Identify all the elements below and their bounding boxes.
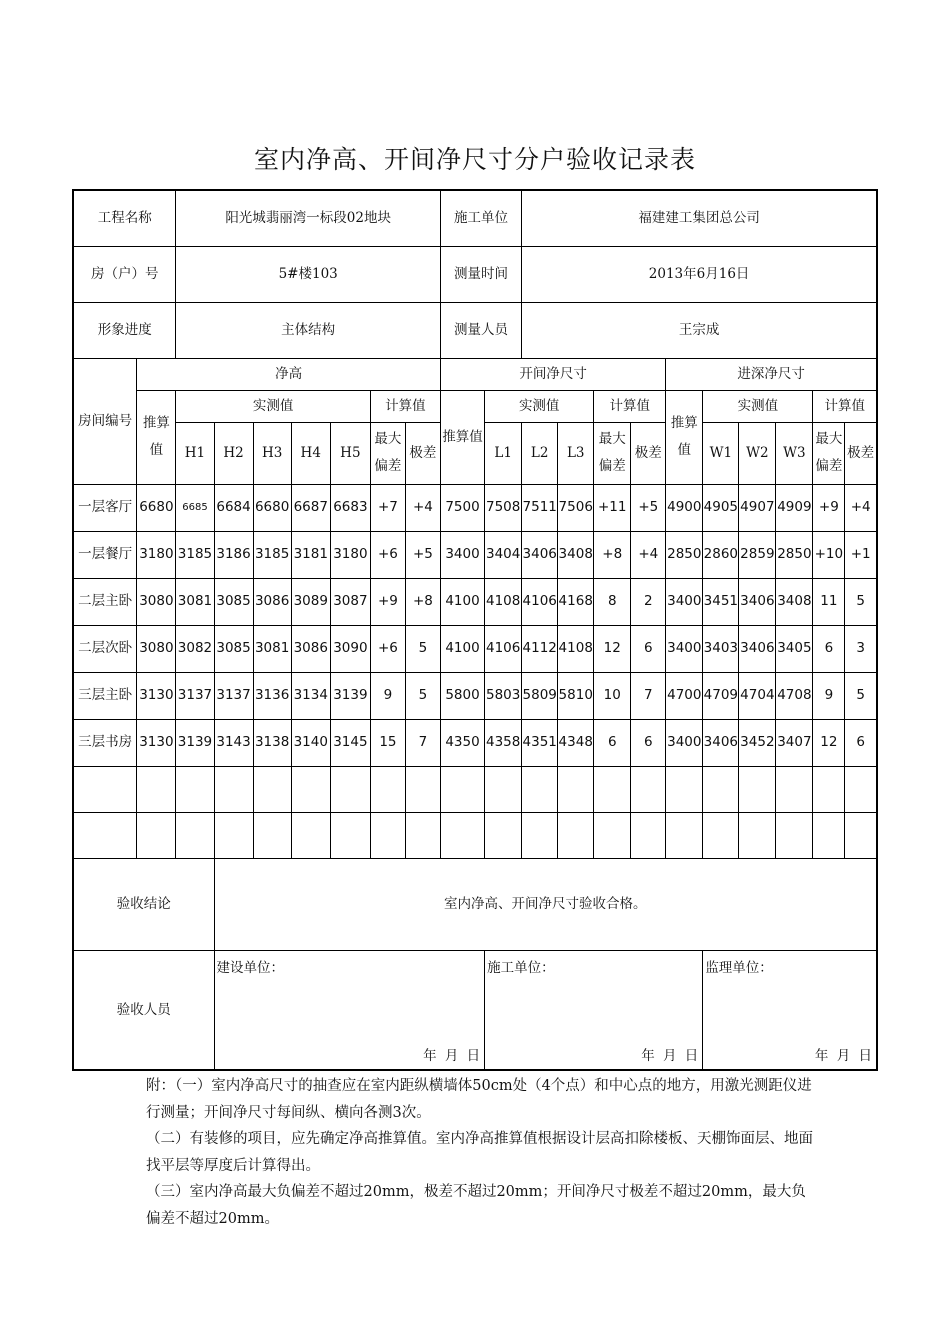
- surveyor-value: 王宗成: [522, 302, 877, 358]
- value-cell: 6680: [137, 484, 176, 531]
- value-cell: 6680: [253, 484, 291, 531]
- value-cell: +8: [405, 578, 440, 625]
- value-cell: 3400: [666, 719, 703, 766]
- value-cell: 4909: [776, 484, 813, 531]
- value-cell: 5: [405, 672, 440, 719]
- table-row: [73, 484, 877, 531]
- value-cell: 3451: [703, 578, 739, 625]
- value-cell: 5810: [558, 672, 594, 719]
- value-cell: 3085: [214, 625, 253, 672]
- value-cell: +6: [370, 625, 405, 672]
- value-cell: 4907: [739, 484, 776, 531]
- value-cell: 3406: [703, 719, 739, 766]
- progress-label: 形象进度: [73, 302, 176, 358]
- h-calc-header: 推算值: [137, 390, 176, 484]
- owner-signature-cell: [214, 950, 485, 1070]
- value-cell: 4905: [703, 484, 739, 531]
- room-id-header: 房间编号: [73, 358, 137, 484]
- value-cell: +4: [405, 484, 440, 531]
- w3-header: W3: [776, 422, 813, 484]
- value-cell: 5: [845, 578, 877, 625]
- contractor-label: 施工单位: [440, 190, 521, 246]
- room-number-value: 5#楼103: [176, 246, 440, 302]
- l1-header: L1: [485, 422, 522, 484]
- value-cell: 15: [370, 719, 405, 766]
- value-cell: 3143: [214, 719, 253, 766]
- value-cell: 2850: [666, 531, 703, 578]
- value-cell: 3134: [291, 672, 330, 719]
- value-cell: 4106: [522, 578, 558, 625]
- w-calc-header: 推算值: [666, 390, 703, 484]
- progress-value: 主体结构: [176, 302, 440, 358]
- value-cell: 2: [631, 578, 666, 625]
- value-cell: 2850: [776, 531, 813, 578]
- value-cell: 6684: [214, 484, 253, 531]
- value-cell: 4709: [703, 672, 739, 719]
- value-cell: 6: [631, 719, 666, 766]
- value-cell: 3400: [666, 578, 703, 625]
- value-cell: 4350: [440, 719, 484, 766]
- value-cell: 6683: [330, 484, 370, 531]
- table-row: [73, 531, 877, 578]
- value-cell: 2860: [703, 531, 739, 578]
- value-cell: 7508: [485, 484, 522, 531]
- value-cell: 4100: [440, 578, 484, 625]
- value-cell: 3130: [137, 672, 176, 719]
- measure-time-value: 2013年6月16日: [522, 246, 877, 302]
- value-cell: 11: [813, 578, 845, 625]
- h2-header: H2: [214, 422, 253, 484]
- value-cell: 3081: [176, 578, 214, 625]
- value-cell: 3403: [703, 625, 739, 672]
- w-computed-header: 计算值: [813, 390, 877, 422]
- room-name-cell: 三层主卧: [73, 672, 137, 719]
- acceptance-people-label: 验收人员: [73, 950, 214, 1070]
- value-cell: 3139: [176, 719, 214, 766]
- value-cell: 3186: [214, 531, 253, 578]
- value-cell: 3089: [291, 578, 330, 625]
- h-measured-header: 实测值: [176, 390, 371, 422]
- value-cell: 9: [813, 672, 845, 719]
- l-max-dev-header: 最大偏差: [594, 422, 631, 484]
- value-cell: 4708: [776, 672, 813, 719]
- value-cell: 6685: [176, 484, 214, 531]
- value-cell: 5803: [485, 672, 522, 719]
- surveyor-label: 测量人员: [440, 302, 521, 358]
- value-cell: 5: [405, 625, 440, 672]
- acceptance-record-table: [72, 189, 878, 1071]
- contractor-value: 福建建工集团总公司: [522, 190, 877, 246]
- value-cell: 6: [631, 625, 666, 672]
- h5-header: H5: [330, 422, 370, 484]
- value-cell: +10: [813, 531, 845, 578]
- l2-header: L2: [522, 422, 558, 484]
- project-name-value: 阳光城翡丽湾一标段02地块: [176, 190, 440, 246]
- value-cell: 3185: [176, 531, 214, 578]
- value-cell: 3400: [440, 531, 484, 578]
- value-cell: 4108: [485, 578, 522, 625]
- value-cell: 3407: [776, 719, 813, 766]
- value-cell: 3086: [253, 578, 291, 625]
- value-cell: 4700: [666, 672, 703, 719]
- value-cell: 3080: [137, 578, 176, 625]
- value-cell: +5: [405, 531, 440, 578]
- value-cell: 3090: [330, 625, 370, 672]
- value-cell: 4108: [558, 625, 594, 672]
- l-measured-header: 实测值: [485, 390, 594, 422]
- value-cell: 4358: [485, 719, 522, 766]
- contractor-date: 年 月 日: [641, 1047, 701, 1064]
- l-calc-header: 推算值: [440, 390, 484, 484]
- value-cell: 5800: [440, 672, 484, 719]
- h-max-dev-header: 最大偏差: [370, 422, 405, 484]
- value-cell: 10: [594, 672, 631, 719]
- value-cell: 12: [813, 719, 845, 766]
- value-cell: +11: [594, 484, 631, 531]
- value-cell: 3136: [253, 672, 291, 719]
- value-cell: +6: [370, 531, 405, 578]
- value-cell: 7511: [522, 484, 558, 531]
- value-cell: 3: [845, 625, 877, 672]
- value-cell: 3408: [558, 531, 594, 578]
- value-cell: 7506: [558, 484, 594, 531]
- value-cell: 4106: [485, 625, 522, 672]
- note-3: （三）室内净高最大负偏差不超过20mm，极差不超过20mm；开间净尺寸极差不超过20mm，最大负偏差不超过20mm。: [146, 1184, 806, 1227]
- value-cell: 4351: [522, 719, 558, 766]
- note-1: 附：（一）室内净高尺寸的抽查应在室内距纵横墙体50cm处（4个点）和中心点的地方，用激光测距仪进行测量；开间净尺寸每间纵、横向各测3次。: [146, 1078, 812, 1121]
- contractor-signature-cell: [485, 950, 703, 1070]
- value-cell: 4168: [558, 578, 594, 625]
- value-cell: 3145: [330, 719, 370, 766]
- data-rows: [73, 484, 877, 766]
- note-2: （二）有装修的项目，应先确定净高推算值。室内净高推算值根据设计层高扣除楼板、天棚饰面层、地面找平层等厚度后计算得出。: [146, 1131, 813, 1174]
- empty-row: [73, 812, 877, 858]
- value-cell: 3180: [330, 531, 370, 578]
- value-cell: +1: [845, 531, 877, 578]
- value-cell: +5: [631, 484, 666, 531]
- owner-date: 年 月 日: [423, 1047, 483, 1064]
- value-cell: 3180: [137, 531, 176, 578]
- value-cell: 3405: [776, 625, 813, 672]
- value-cell: 3137: [176, 672, 214, 719]
- net-height-header: 净高: [137, 358, 441, 390]
- value-cell: +8: [594, 531, 631, 578]
- value-cell: 3406: [739, 625, 776, 672]
- room-name-cell: 一层客厅: [73, 484, 137, 531]
- value-cell: 3085: [214, 578, 253, 625]
- table-row: [73, 672, 877, 719]
- room-number-label: 房（户）号: [73, 246, 176, 302]
- value-cell: 6687: [291, 484, 330, 531]
- l3-header: L3: [558, 422, 594, 484]
- measure-time-label: 测量时间: [440, 246, 521, 302]
- h-computed-header: 计算值: [370, 390, 440, 422]
- value-cell: 3140: [291, 719, 330, 766]
- value-cell: 3086: [291, 625, 330, 672]
- value-cell: 3082: [176, 625, 214, 672]
- h4-header: H4: [291, 422, 330, 484]
- table-row: [73, 719, 877, 766]
- room-name-cell: 一层餐厅: [73, 531, 137, 578]
- room-name-cell: 二层次卧: [73, 625, 137, 672]
- value-cell: 3400: [666, 625, 703, 672]
- value-cell: 6: [845, 719, 877, 766]
- value-cell: 4100: [440, 625, 484, 672]
- l-range-header: 极差: [631, 422, 666, 484]
- value-cell: 8: [594, 578, 631, 625]
- depth-size-header: 进深净尺寸: [666, 358, 877, 390]
- page-title: 室内净高、开间净尺寸分户验收记录表: [253, 145, 696, 174]
- value-cell: 7500: [440, 484, 484, 531]
- table-row: [73, 625, 877, 672]
- w-range-header: 极差: [845, 422, 877, 484]
- supervisor-unit-label: 监理单位：: [705, 959, 773, 976]
- room-name-cell: 三层书房: [73, 719, 137, 766]
- value-cell: 7: [631, 672, 666, 719]
- contractor-unit-label: 施工单位：: [487, 959, 555, 976]
- notes: [146, 1073, 816, 1232]
- value-cell: 3408: [776, 578, 813, 625]
- value-cell: 12: [594, 625, 631, 672]
- value-cell: 3406: [522, 531, 558, 578]
- owner-unit-label: 建设单位：: [216, 959, 284, 976]
- value-cell: 7: [405, 719, 440, 766]
- project-name-label: 工程名称: [73, 190, 176, 246]
- value-cell: 3181: [291, 531, 330, 578]
- h-range-header: 极差: [405, 422, 440, 484]
- w2-header: W2: [739, 422, 776, 484]
- value-cell: +9: [370, 578, 405, 625]
- value-cell: 5809: [522, 672, 558, 719]
- supervisor-signature-cell: [703, 950, 877, 1070]
- h3-header: H3: [253, 422, 291, 484]
- value-cell: 4900: [666, 484, 703, 531]
- room-name-cell: 二层主卧: [73, 578, 137, 625]
- w-max-dev-header: 最大偏差: [813, 422, 845, 484]
- value-cell: 3404: [485, 531, 522, 578]
- value-cell: 3185: [253, 531, 291, 578]
- value-cell: +4: [845, 484, 877, 531]
- value-cell: 6: [594, 719, 631, 766]
- value-cell: 3137: [214, 672, 253, 719]
- value-cell: 3081: [253, 625, 291, 672]
- value-cell: 3406: [739, 578, 776, 625]
- conclusion-label: 验收结论: [73, 858, 214, 950]
- w1-header: W1: [703, 422, 739, 484]
- value-cell: +9: [813, 484, 845, 531]
- bay-size-header: 开间净尺寸: [440, 358, 665, 390]
- empty-row: [73, 766, 877, 812]
- value-cell: 3138: [253, 719, 291, 766]
- value-cell: 9: [370, 672, 405, 719]
- l-computed-header: 计算值: [594, 390, 666, 422]
- value-cell: 5: [845, 672, 877, 719]
- value-cell: 4348: [558, 719, 594, 766]
- value-cell: 3139: [330, 672, 370, 719]
- value-cell: 3452: [739, 719, 776, 766]
- supervisor-date: 年 月 日: [814, 1047, 874, 1064]
- value-cell: +4: [631, 531, 666, 578]
- h1-header: H1: [176, 422, 214, 484]
- conclusion-value: 室内净高、开间净尺寸验收合格。: [214, 858, 877, 950]
- value-cell: 2859: [739, 531, 776, 578]
- w-measured-header: 实测值: [703, 390, 813, 422]
- table-row: [73, 578, 877, 625]
- value-cell: 4704: [739, 672, 776, 719]
- value-cell: 3087: [330, 578, 370, 625]
- value-cell: +7: [370, 484, 405, 531]
- value-cell: 6: [813, 625, 845, 672]
- value-cell: 4112: [522, 625, 558, 672]
- value-cell: 3080: [137, 625, 176, 672]
- value-cell: 3130: [137, 719, 176, 766]
